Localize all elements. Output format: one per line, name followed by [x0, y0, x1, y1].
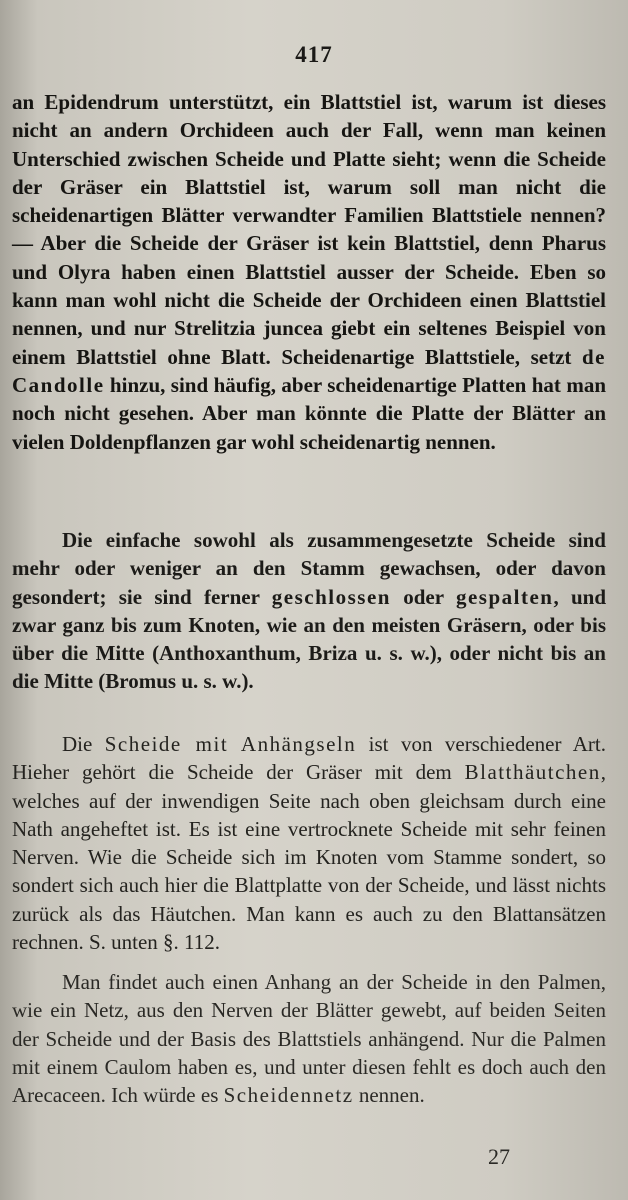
paragraph-3-text-c: ist von verschiedener Art. Hieher gehört die Scheide der Gräser mit dem [12, 732, 606, 785]
paragraph-3-term-appendages: Scheide mit Anhängseln [104, 732, 357, 756]
paragraph-4-text-a: Man findet auch einen Anhang an der Scheide in den Palmen, wie ein Netz, aus den Nerven der Blätter gewebt, auf beiden Seiten der Scheide und der Basis des Blattstiels anhängend. Nur die Palmen mit einem Caulom haben es, und unter diesen fehlt es doch auch den Arecaceen. Ich würde es [12, 970, 606, 1108]
paragraph-3-term-ligule: Blatthäutchen [464, 760, 601, 785]
page-number: 417 [295, 42, 333, 67]
paragraph-2-term-closed: geschlossen [271, 584, 391, 609]
paragraph-3-text-a: Die [62, 732, 105, 756]
paragraph-4-text-c: nennen. [353, 1083, 425, 1108]
paragraph-3 [12, 730, 606, 956]
paragraph-4 [12, 968, 606, 1109]
signature-mark: 27 [488, 1144, 510, 1169]
paragraph-1-text-a: an Epidendrum unterstützt, ein Blattstiel ist, warum ist dieses nicht an andern Orchideen auch der Fall, wenn man keinen Unterschied zwischen Scheide und Platte sieht; wenn die Scheide der Gräser ein Blattstiel ist, warum soll man nicht die scheidenartigen Blätter verwandter Familien Blattstiele nennen? — Aber die Scheide der Gräser ist kein Blattstiel, denn Pharus und Olyra haben einen Blattstiel ausser der Scheide. Eben so kann man wohl nicht die Scheide der Orchideen einen Blattstiel nennen, und nur Strelitzia juncea giebt ein seltenes Beispiel von einem Blattstiel ohne Blatt. Scheidenartige Blattstiele, setzt [12, 90, 606, 369]
paragraph-1-author-name: de Candolle [12, 344, 606, 397]
paragraph-2-text-c: oder [390, 584, 456, 609]
paragraph-3-text-e: , welches auf der inwendigen Seite nach oben gleichsam durch eine Nath angeheftet ist. Es ist eine vertrocknete Scheide mit sehr feinen Nerven. Wie die Scheide sich im Knoten vom Stamme sondert, so sondert sich auch hier die Blattplatte von der Scheide, und lässt nichts zurück als das Häutchen. Man kann es auch zu den Blattansätzen rechnen. S. unten §. 112. [12, 760, 606, 955]
paragraph-2-text-a: Die einfache sowohl als zusammengesetzte Scheide sind mehr oder weniger an den Stamm gewachsen, oder davon gesondert; sie sind ferner [12, 528, 606, 609]
paragraph-2-text-e: , und zwar ganz bis zum Knoten, wie an den meisten Gräsern, oder bis über die Mitte (Anthoxanthum, Briza u. s. w.), oder nicht bis an die Mitte (Bromus u. s. w.). [12, 584, 606, 694]
paragraph-1-text-c: hinzu, sind häufig, aber scheidenartige Platten hat man noch nicht gesehen. Aber man könnte die Platte der Blätter an vielen Doldenpflanzen gar wohl scheidenartig nennen. [12, 372, 606, 454]
paragraph-2 [12, 526, 606, 696]
paragraph-4-term-sheath-net: Scheidennetz [223, 1083, 354, 1108]
paragraph-2-term-split: gespalten [455, 584, 554, 609]
paragraph-1 [12, 88, 606, 456]
